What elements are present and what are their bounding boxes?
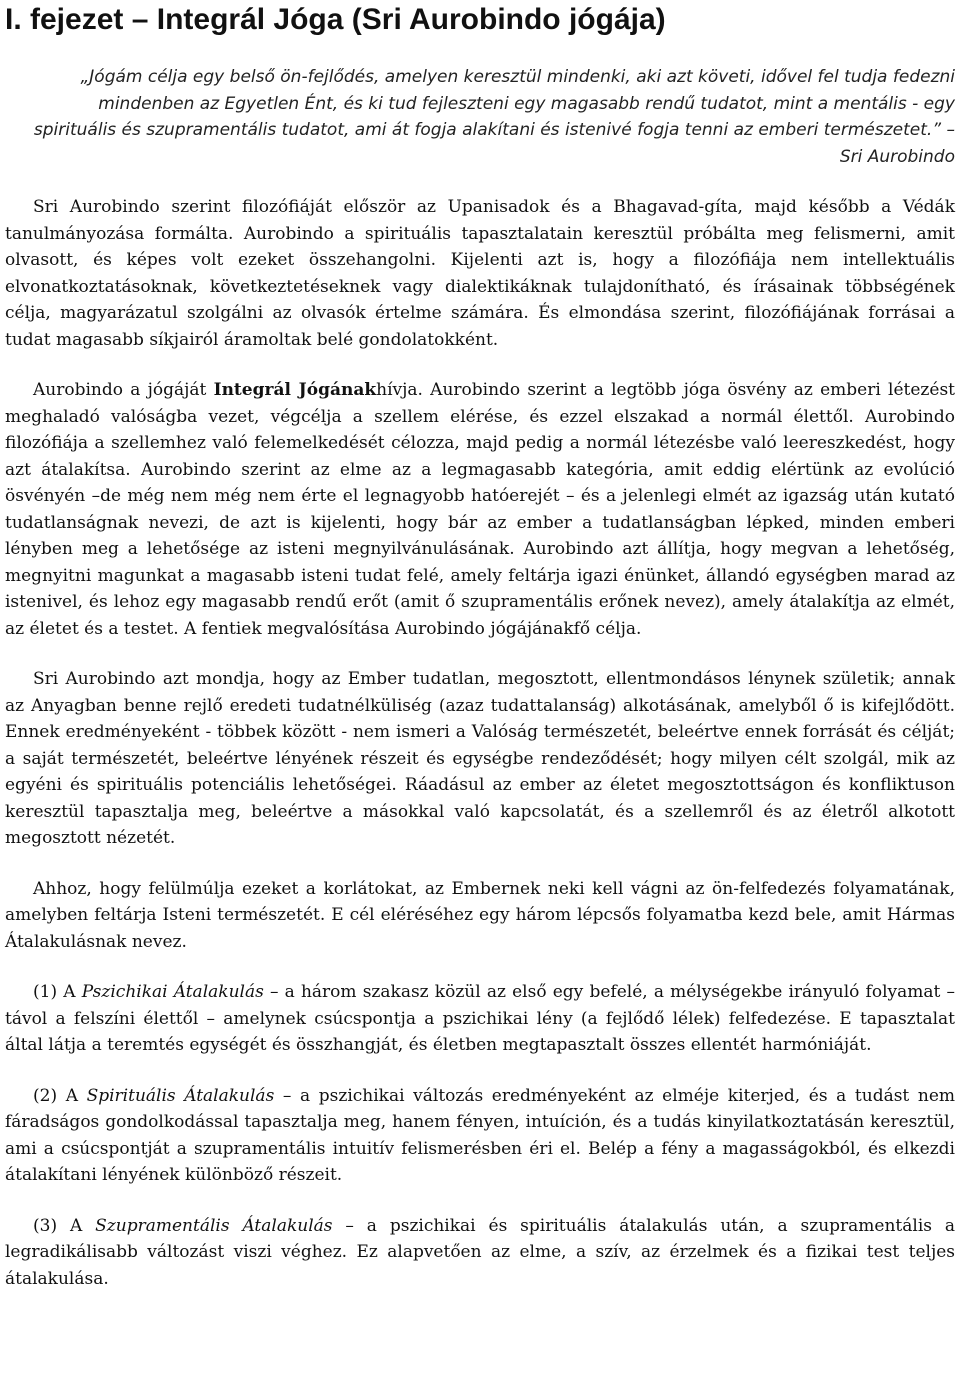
quote-attribution: – Sri Aurobindo (839, 120, 955, 167)
body-paragraph (5, 194, 955, 353)
page-title: I. fejezet – Integrál Jóga (Sri Aurobindo jógája) (5, 3, 666, 36)
paragraph-text: (2) A (33, 1085, 87, 1106)
paragraph-text: (1) A (33, 982, 82, 1002)
italic-term: Szupramentális Átalakulás (95, 1215, 333, 1236)
quote-text: „Jógám célja egy belső ön-fejlődés, amelyen keresztül mindenki, aki azt követi, idővel fel tudja fedezni mindenben az Egyetlen Ént, és ki tud fejleszteni egy magasabb rendű tudatot, mint a mentális - egy spirituális és szupramentális tudatot, ami át fogja alakítani és istenivé fogja tenni az emberi természetet.” (33, 67, 955, 140)
body-paragraph (5, 1213, 955, 1293)
paragraph-text: Ahhoz, hogy felülmúlja ezeket a korlátokat, az Embernek neki kell vágni az ön-felfedezés folyamatának, amelyben feltárja Isteni természetét. E cél eléréséhez egy három lépcsős folyamatba kezd bele, amit Hármas Átalakulásnak nevez. (5, 878, 955, 952)
paragraph-text: Sri Aurobindo szerint filozófiáját először az Upanisadok és a Bhagavad-gíta, majd később a Védák tanulmányozása formálta. Aurobindo a spirituális tapasztalatain keresztül próbálta meg felismerni, amit olvasott, és képes volt ezeket összehangolni. Kijelenti azt is, hogy a filozófiája nem intellektuális elvonatkoztatásoknak, következtetéseknek vagy dialektikáknak tulajdonítható, és írásainak többségének célja, magyarázatul szolgálni az olvasók értelme számára. És elmondása szerint, filozófiájának forrásai a tudat magasabb síkjairól áramoltak belé gondolatokként. (5, 197, 955, 350)
paragraph-text: Sri Aurobindo azt mondja, hogy az Ember tudatlan, megosztott, ellentmondásos lénynek születik; annak az Anyagban benne rejlő eredeti tudatnélküliség (azaz tudattalanság) alkotásának, amelyből ő is kifejlődött. Ennek eredményeként - többek között - nem ismeri a Valóság természetét, beleértve ennek forrását és célját; a saját természetét, beleértve lényének részeit és egységbe rendeződését; hogy milyen célt szolgál, mik az egyéni és spirituális potenciális lehetőségei. Ráadásul az ember az életet megosztottságon és konfliktuson keresztül tapasztalja meg, beleértve a másokkal való kapcsolatát, és a szellemről és az életről alkotott megosztott nézetét. (5, 669, 955, 848)
paragraph-text: – a pszichikai változás eredményeként az elméje kiterjed, és a tudást nem fáradságos gondolkodással tapasztalja meg, hanem fényen, intuíción, és a tudás kinyilatkoztatásán keresztül, ami a csúcspontját a szupramentális intuitív felismerésben éri el. Belép a fény a magasságokból, és elkezdi átalakítani lényének különböző részeit. (5, 1085, 955, 1185)
bold-term: Integrál Jógának (213, 380, 377, 400)
body-paragraph (5, 876, 955, 956)
body-paragraph (5, 979, 955, 1059)
paragraph-text: hívja. Aurobindo szerint a legtöbb jóga ösvény az emberi létezést meghaladó valóságba vezet, végcélja a szellem elérése, és ezzel elszakad a normál élettől. Aurobindo filozófiája a szellemhez való felemelkedését célozza, majd pedig a normál létezésbe való leereszkedést, hogy azt átalakítsa. Aurobindo szerint az elme az a legmagasabb kategória, amit eddig elértünk az evolúció ösvényén –de még nem még nem érte el legnagyobb hatóerejét – és a jelenlegi elmét az igazság után kutató tudatlanságnak nevezi, de azt is kijelenti, hogy bár az ember a tudatlanságban lépked, minden emberi lényben meg a lehetősége az isteni megnyilvánulásának. Aurobindo azt állítja, hogy megvan a lehetőség, megnyitni magunkat a magasabb isteni tudat felé, amely feltárja igazi énünket, állandó egységben marad az istenivel, és lehoz egy magasabb rendű erőt (amit ő szupramentális erőnek nevez), amely átalakítja az elmét, az életet és a testet. A fentiek megvalósítása Aurobindo jógájánakfő célja. (5, 380, 955, 639)
body-paragraph (5, 1083, 955, 1189)
italic-term: Pszichikai Átalakulás (81, 982, 264, 1002)
body-paragraph (5, 666, 955, 852)
paragraph-text: – a három szakasz közül az első egy befelé, a mélységekbe irányuló folyamat – távol a felszíni élettől – amelynek csúcspontja a pszichikai lény (a fejlődő lélek) felfedezése. E tapasztalat által látja a teremtés egységét és összhangját, és életben megtapasztalt összes ellentét harmóniáját. (5, 982, 955, 1055)
paragraph-text: – a pszichikai és spirituális átalakulás után, a szupramentális a legradikálisabb változást viszi véghez. Ez alapvetően az elme, a szív, az érzelmek és a fizikai test teljes átalakulása. (5, 1215, 956, 1289)
epigraph-quote (5, 64, 955, 170)
paragraph-text: (3) A (33, 1215, 96, 1236)
paragraph-text: Aurobindo a jógáját (33, 380, 214, 400)
body-paragraph (5, 377, 955, 642)
italic-term: Spirituális Átalakulás (86, 1085, 275, 1106)
